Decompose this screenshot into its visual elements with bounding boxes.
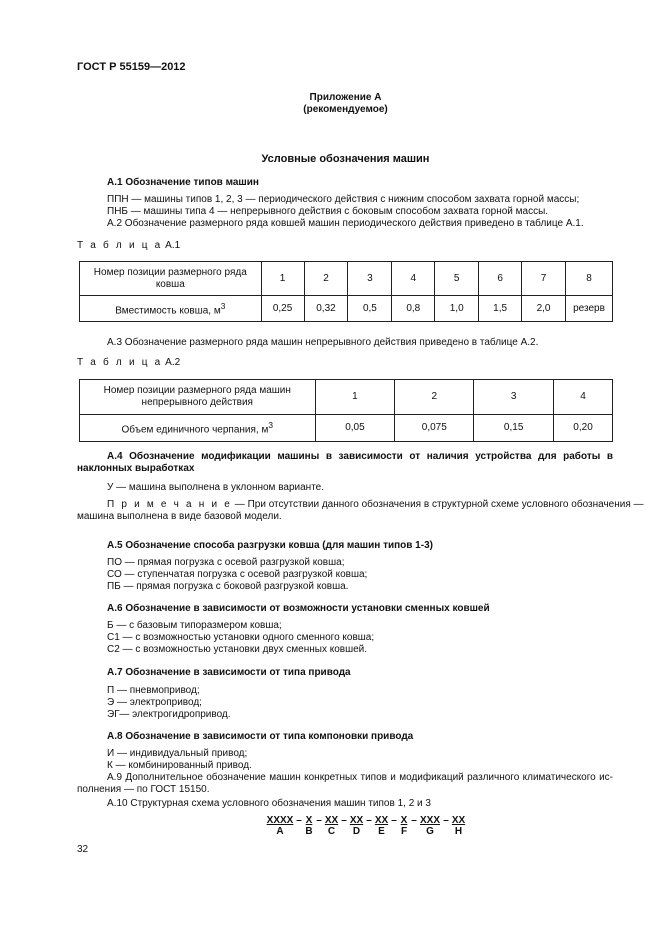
table-cell: 4 <box>554 380 613 415</box>
table-a1 <box>79 261 613 322</box>
section-a9-text: А.9 Дополнительное обозначение машин конкретных типов и модификаций различного климатического ис- <box>107 772 613 783</box>
section-a2-text: А.2 Обозначение размерного ряда ковшей машин периодического действия приведено в таблице А.1. <box>107 218 584 229</box>
table-cell: 2 <box>304 262 348 296</box>
table-cell: 1 <box>315 380 395 415</box>
scheme-dash: – <box>296 815 302 826</box>
table-row <box>80 380 613 415</box>
scheme-code: X <box>400 815 408 826</box>
section-a4-heading-cont: наклонных выработках <box>77 463 195 474</box>
table-cell: 1 <box>261 262 304 296</box>
table2-caption-number: А.2 <box>165 357 181 368</box>
section-a5-line: ПО — прямая погрузка с осевой разгрузкой ковша; <box>107 557 345 568</box>
section-a1-line: ПНБ — машины типа 4 — непрерывного действия с боковым способом захвата горной массы. <box>107 206 549 217</box>
section-a7-line: ЭГ— электрогидропривод. <box>107 709 231 720</box>
section-a6-line: С2 — с возможностью установки двух сменных ковшей. <box>107 644 368 655</box>
section-a5-heading: А.5 Обозначение способа разгрузки ковша (для машин типов 1-3) <box>107 540 433 551</box>
scheme-code: X <box>305 815 313 826</box>
table-cell-label: Номер позиции размерного ряда машин непрерывного действия <box>80 380 316 415</box>
scheme-letter: F <box>400 826 408 837</box>
section-a6-heading: А.6 Обозначение в зависимости от возможности установки сменных ковшей <box>107 603 490 614</box>
table-row <box>80 296 613 322</box>
table-cell: 0,075 <box>395 415 474 442</box>
scheme-code: XXXX <box>266 815 294 826</box>
section-a9-text-cont: полнения — по ГОСТ 15150. <box>77 784 210 795</box>
section-a7-line: Э — электропривод; <box>107 697 202 708</box>
table-cell: 8 <box>565 262 612 296</box>
section-a4-heading: А.4 Обозначение модификации машины в зависимости от наличия устройства для работы в <box>107 451 613 462</box>
table-cell: 0,05 <box>315 415 395 442</box>
table-cell: 3 <box>474 380 554 415</box>
table-cell-label <box>80 296 262 322</box>
scheme-code: XX <box>374 815 389 826</box>
table-cell: 1,0 <box>435 296 479 322</box>
table2-caption-prefix: Т а б л и ц а <box>77 357 163 368</box>
table1-caption-prefix: Т а б л и ц а <box>77 240 163 251</box>
table1-caption <box>77 240 180 251</box>
section-a5-line: ПБ — прямая погрузка с боковой разгрузкой ковша. <box>107 581 349 592</box>
scheme-letter: C <box>327 826 336 837</box>
section-a1-heading: А.1 Обозначение типов машин <box>107 177 259 188</box>
scheme-letter: E <box>378 826 385 837</box>
table-cell: 7 <box>522 262 566 296</box>
note-text: — При отсутствии данного обозначения в структурной схеме условного обозначения — <box>232 499 644 510</box>
table2-caption <box>77 357 180 368</box>
section-a8-line: К — комбинированный привод. <box>107 760 252 771</box>
scheme-code: XXX <box>419 815 440 826</box>
scheme-letter-row <box>266 826 466 837</box>
table-cell: 2,0 <box>522 296 566 322</box>
superscript: 3 <box>220 300 226 311</box>
main-title: Условные обозначения машин <box>261 153 430 165</box>
table-cell: 2 <box>395 380 474 415</box>
table-row <box>80 262 613 296</box>
scheme-dash: – <box>443 815 449 826</box>
table-a2 <box>79 379 613 442</box>
appendix-title: Приложение А <box>309 92 382 103</box>
scheme-dash: – <box>366 815 372 826</box>
scheme-dash: – <box>316 815 322 826</box>
designation-scheme <box>266 815 466 837</box>
section-a6-line: Б — с базовым типоразмером ковша; <box>107 620 282 631</box>
section-a3-text: А.3 Обозначение размерного ряда машин непрерывного действия приведено в таблице А.2. <box>107 337 539 348</box>
table-cell: 0,25 <box>261 296 304 322</box>
table-cell: 1,5 <box>479 296 522 322</box>
appendix-subtitle: (рекомендуемое) <box>303 104 388 115</box>
superscript: 3 <box>268 420 273 431</box>
table-row <box>80 415 613 442</box>
scheme-letter: B <box>305 826 313 837</box>
note-line <box>107 499 644 510</box>
scheme-letter: D <box>352 826 361 837</box>
section-a4-line: У — машина выполнена в уклонном варианте. <box>107 482 325 493</box>
scheme-code: XX <box>451 815 466 826</box>
table-cell: 6 <box>479 262 522 296</box>
document-header: ГОСТ Р 55159—2012 <box>77 61 186 73</box>
section-a1-line: ППН — машины типов 1, 2, 3 — периодического действия с нижним способом захвата горной массы; <box>107 194 580 205</box>
table-cell: 5 <box>435 262 479 296</box>
table-cell: 0,15 <box>474 415 554 442</box>
scheme-letter: G <box>426 826 434 837</box>
scheme-dash: – <box>341 815 347 826</box>
scheme-code: XX <box>324 815 339 826</box>
scheme-letter: A <box>276 826 284 837</box>
table-cell: 0,5 <box>348 296 392 322</box>
section-a8-line: И — индивидуальный привод; <box>107 748 248 759</box>
scheme-code: XX <box>349 815 364 826</box>
table-cell: 0,8 <box>392 296 435 322</box>
table-cell: 0,32 <box>304 296 348 322</box>
note-text-cont: машина выполнена в виде базовой модели. <box>77 511 282 522</box>
table-cell-label <box>80 415 316 442</box>
section-a7-heading: А.7 Обозначение в зависимости от типа привода <box>107 667 351 678</box>
scheme-letter: H <box>454 826 463 837</box>
section-a5-line: СО — ступенчатая погрузка с осевой разгрузкой ковша; <box>107 569 368 580</box>
table-cell: резерв <box>565 296 612 322</box>
section-a8-heading: А.8 Обозначение в зависимости от типа компоновки привода <box>107 731 414 742</box>
table-cell-label-text: Вместимость ковша, м <box>115 305 221 317</box>
scheme-dash: – <box>391 815 397 826</box>
scheme-dash: – <box>411 815 417 826</box>
table-cell: 0,20 <box>554 415 613 442</box>
table-cell-label: Номер позиции размерного ряда ковша <box>80 262 262 296</box>
scheme-code-row <box>266 815 466 826</box>
page-number: 32 <box>77 844 89 855</box>
section-a7-line: П — пневмопривод; <box>107 685 200 696</box>
table-cell: 4 <box>392 262 435 296</box>
note-label: П р и м е ч а н и е <box>107 499 233 510</box>
section-a6-line: С1 — с возможностью установки одного сменного ковша; <box>107 632 375 643</box>
section-a10-text: А.10 Структурная схема условного обозначения машин типов 1, 2 и 3 <box>107 798 431 809</box>
table-cell-label-text: Объем единичного черпания, м <box>121 424 269 436</box>
table1-caption-number: А.1 <box>165 240 181 251</box>
table-cell: 3 <box>348 262 392 296</box>
